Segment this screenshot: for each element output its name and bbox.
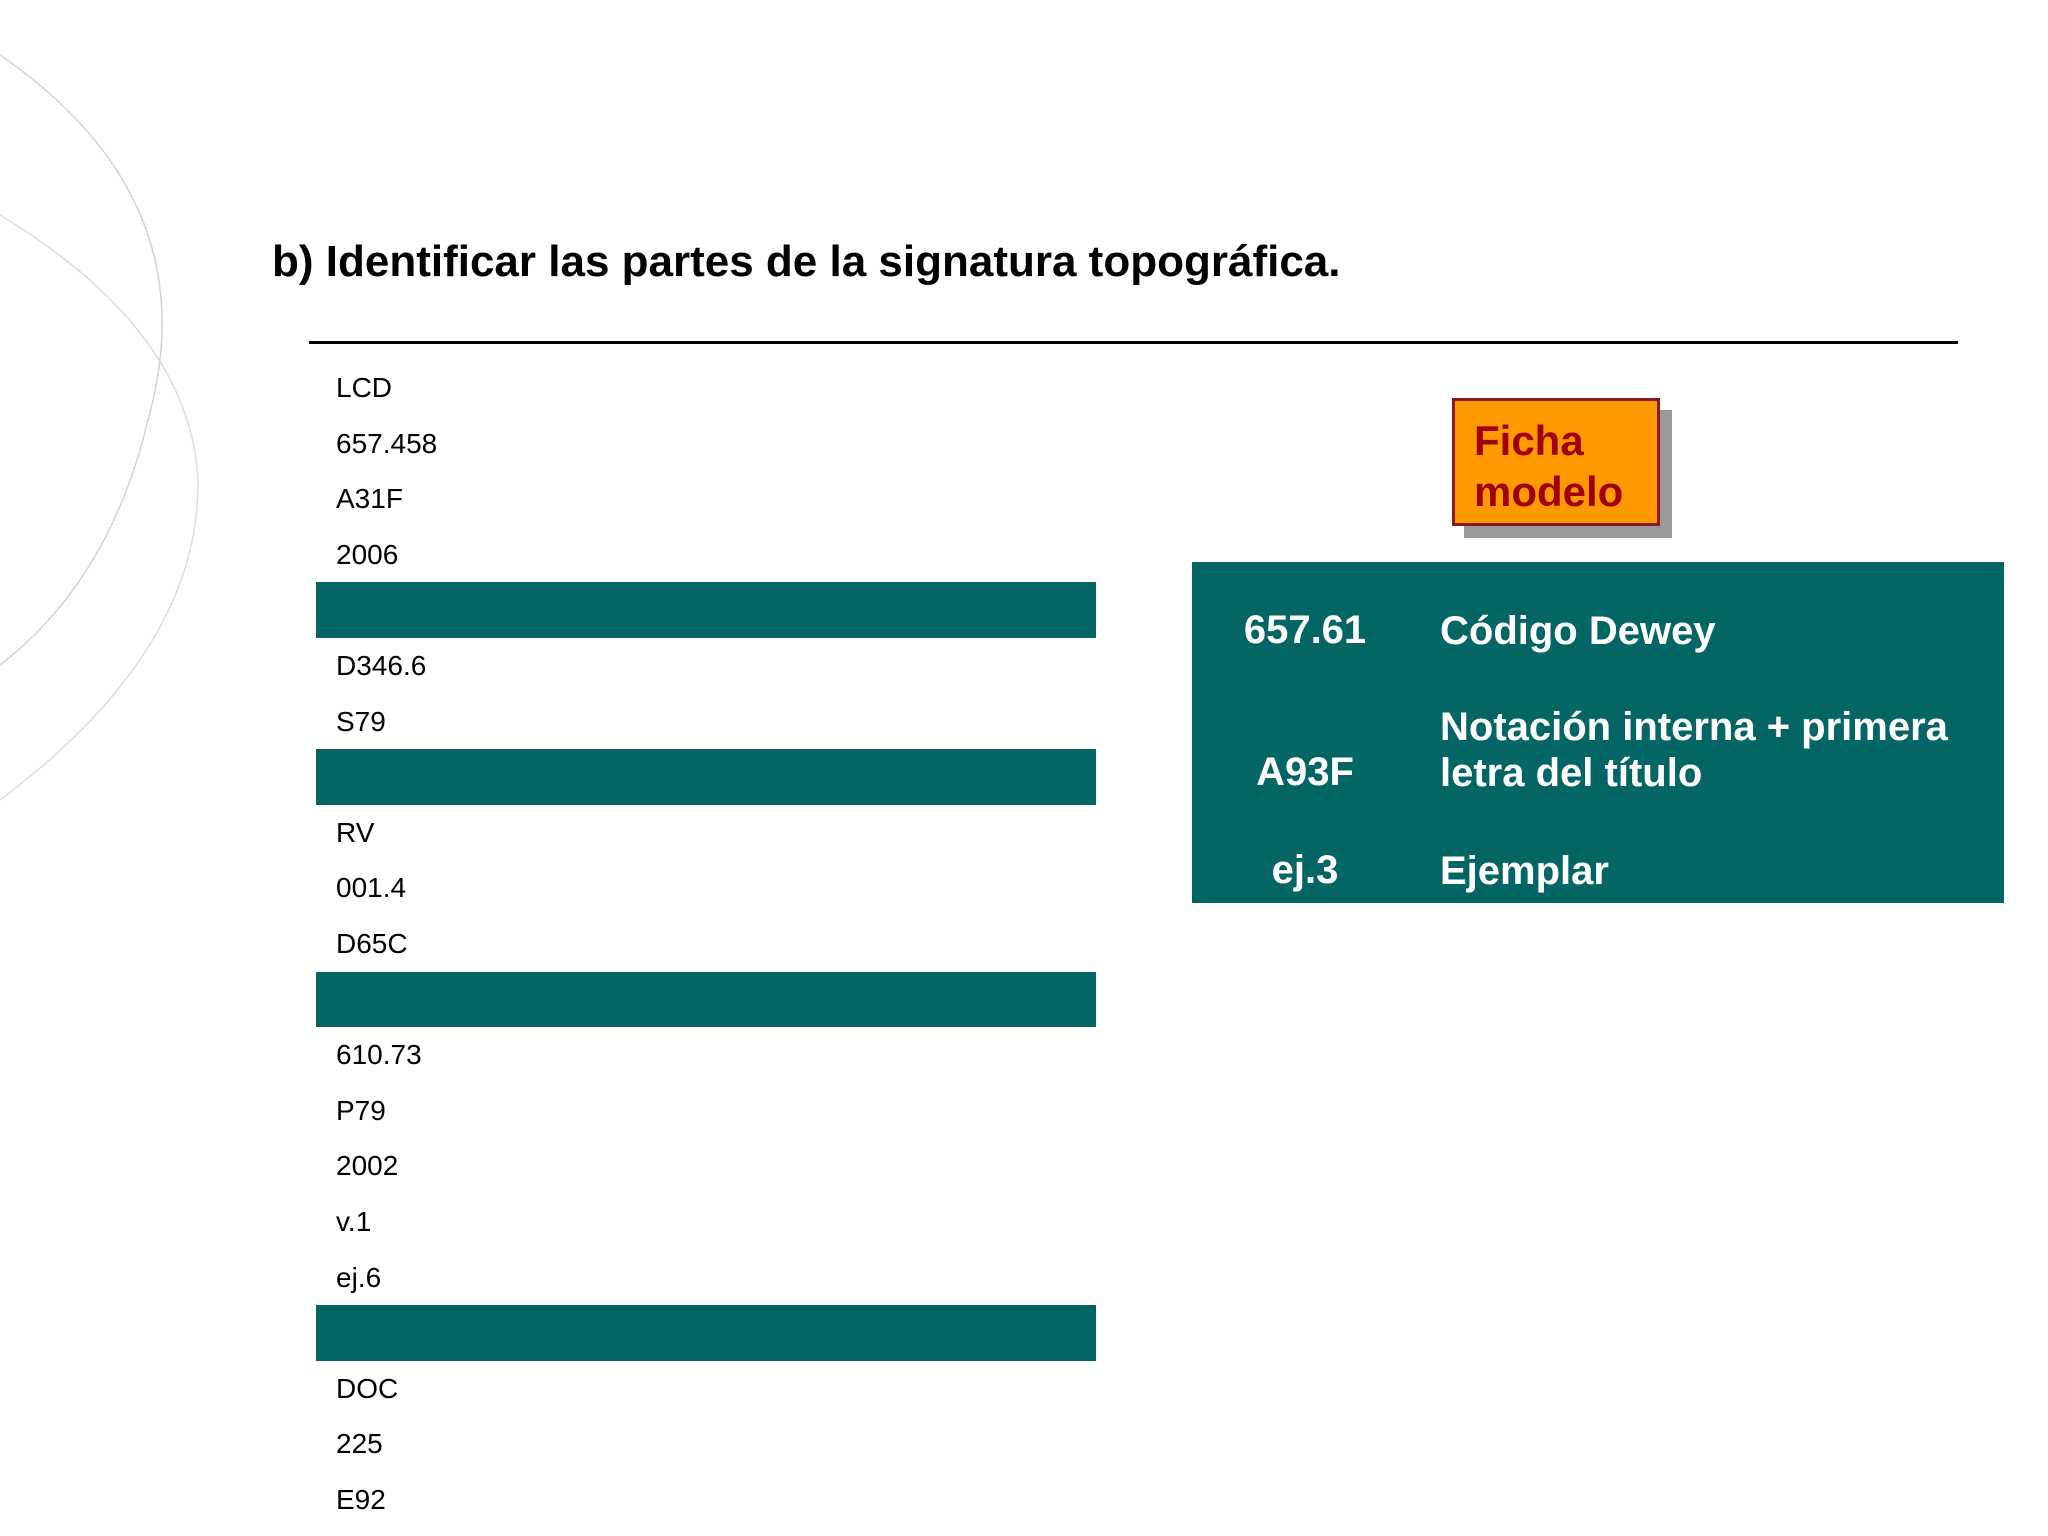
signature-line (316, 1472, 1096, 1528)
signature-text: 001.4 (336, 872, 407, 904)
slide-title: b) Identificar las partes de la signatura topográfica. (272, 237, 1341, 286)
signature-text: D346.6 (336, 649, 427, 681)
signature-list (316, 360, 1096, 1527)
signature-line (316, 527, 1096, 583)
legend-description: Notación interna + primera letra del título (1440, 705, 1948, 795)
signature-text: v.1 (336, 1205, 372, 1237)
signature-text: D65C (336, 927, 408, 959)
signature-line (316, 1361, 1096, 1417)
signature-separator (316, 972, 1096, 1028)
ficha-modelo-label: Ficha modelo (1474, 417, 1624, 515)
signature-legend (1192, 562, 2004, 903)
signature-text: DOC (336, 1372, 399, 1404)
signature-separator (316, 582, 1096, 638)
signature-line (316, 1138, 1096, 1194)
signature-text: A31F (336, 483, 403, 515)
signature-text: 2006 (336, 538, 399, 570)
legend-code: ej.3 (1271, 848, 1339, 892)
signature-text: LCD (336, 372, 393, 403)
title-divider (309, 341, 1958, 344)
legend-description: Código Dewey (1440, 609, 1716, 653)
ficha-modelo-box (1452, 398, 1660, 526)
signature-line (316, 1083, 1096, 1139)
signature-line (316, 860, 1096, 916)
signature-separator (316, 1305, 1096, 1361)
signature-line (316, 1027, 1096, 1083)
signature-text: P79 (336, 1094, 386, 1126)
signature-line (316, 1250, 1096, 1306)
signature-line (316, 638, 1096, 694)
legend-code: 657.61 (1243, 608, 1367, 652)
decorative-arcs (0, 0, 260, 820)
signature-line (316, 416, 1096, 472)
signature-text: ej.6 (336, 1261, 382, 1293)
signature-line (316, 916, 1096, 972)
signature-text: S79 (336, 705, 386, 737)
signature-line (316, 471, 1096, 527)
signature-text: 2002 (336, 1150, 399, 1182)
signature-text: RV (336, 816, 375, 848)
signature-line (316, 1416, 1096, 1472)
signature-line (316, 805, 1096, 861)
signature-text: 610.73 (336, 1039, 422, 1071)
signature-line (316, 1194, 1096, 1250)
signature-text: E92 (336, 1483, 386, 1515)
signature-separator (316, 749, 1096, 805)
signature-line (316, 694, 1096, 750)
legend-description: Ejemplar (1440, 849, 1609, 893)
legend-code: A93F (1256, 750, 1354, 794)
signature-line (316, 360, 1096, 416)
signature-text: 225 (336, 1428, 383, 1460)
signature-text: 657.458 (336, 427, 438, 459)
